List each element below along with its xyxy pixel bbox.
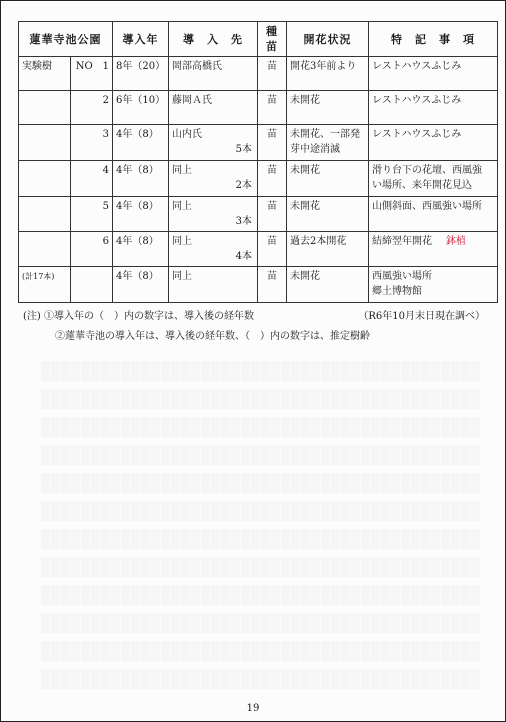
- row-bloom: [287, 125, 369, 161]
- table-row: [19, 57, 498, 91]
- row-remarks: [369, 57, 498, 91]
- remarks-line1: レストハウスふじみ: [372, 61, 462, 72]
- source-name: 藤岡Ａ氏: [172, 95, 212, 106]
- bloom-line1: 未開花: [290, 95, 320, 106]
- row-label: [19, 232, 71, 267]
- row-label: [19, 125, 71, 161]
- row-seedling: 苗: [258, 267, 287, 303]
- row-seedling: 苗: [258, 57, 287, 91]
- source-count: 2本: [235, 180, 252, 191]
- row-year: 8年（20）: [113, 57, 169, 91]
- bloom-line1: 未開花: [290, 165, 320, 176]
- remarks-line1: レストハウスふじみ: [372, 129, 462, 140]
- bloom-line1: 未開花、一部発: [290, 129, 360, 140]
- row-label: [19, 161, 71, 197]
- row-number: [71, 267, 113, 303]
- row-remarks: [369, 125, 498, 161]
- row-seedling: 苗: [258, 161, 287, 197]
- table-row: [19, 197, 498, 232]
- remarks-line1: 西風強い場所: [372, 271, 432, 282]
- row-source: [169, 197, 258, 232]
- row-number: 4: [71, 161, 113, 197]
- row-label: [19, 91, 71, 125]
- row-year: 4年（8）: [113, 267, 169, 303]
- note-2: ②蓮華寺池の導入年は、導入後の経年数、（ ）内の数字は、推定樹齢: [55, 331, 370, 342]
- row-source: [169, 125, 258, 161]
- row-source: [169, 161, 258, 197]
- remarks-line1: 結締翌年開花: [372, 236, 432, 247]
- row-bloom: [287, 91, 369, 125]
- bleed-through-text: [41, 361, 481, 697]
- remarks-line2: 郷土博物館: [372, 286, 422, 297]
- table-row: [19, 91, 498, 125]
- source-count: 4本: [235, 251, 252, 262]
- header-bloom-status: 開花状況: [287, 22, 369, 57]
- row-bloom: [287, 161, 369, 197]
- row-remarks: [369, 197, 498, 232]
- row-year: 4年（8）: [113, 197, 169, 232]
- row-remarks: [369, 267, 498, 303]
- bloom-line2: 芽中途消滅: [290, 144, 340, 155]
- remarks-line1: 山側斜面、西風強い場所: [372, 201, 482, 212]
- row-seedling: 苗: [258, 91, 287, 125]
- potted-flag: 鉢植: [446, 236, 466, 247]
- table-row: [19, 232, 498, 267]
- bloom-line1: 未開花: [290, 201, 320, 212]
- row-number: 5: [71, 197, 113, 232]
- table-header-row: [19, 22, 498, 57]
- source-name: 同上: [172, 165, 192, 176]
- row-year: 4年（8）: [113, 125, 169, 161]
- remarks-line1: レストハウスふじみ: [372, 95, 462, 106]
- row-remarks: [369, 232, 498, 267]
- row-seedling: 苗: [258, 125, 287, 161]
- table-row: [19, 161, 498, 197]
- row-source: [169, 91, 258, 125]
- row-remarks: [369, 161, 498, 197]
- source-name: 同上: [172, 271, 192, 282]
- source-name: 山内氏: [172, 129, 202, 140]
- bloom-line1: 未開花: [290, 271, 320, 282]
- row-seedling: 苗: [258, 197, 287, 232]
- planting-record-table: [18, 21, 498, 303]
- row-bloom: [287, 197, 369, 232]
- header-seedling: 種苗: [258, 22, 287, 57]
- header-year: 導入年: [113, 22, 169, 57]
- table-row: [19, 267, 498, 303]
- source-name: 同上: [172, 236, 192, 247]
- remarks-line1: 滑り台下の花壇、西風強: [372, 165, 482, 176]
- bloom-line1: 過去2本開花: [290, 236, 347, 247]
- row-bloom: [287, 57, 369, 91]
- bloom-line1: 開花3年前より: [290, 61, 357, 72]
- row-year: 4年（8）: [113, 232, 169, 267]
- row-source: [169, 267, 258, 303]
- page-number: 19: [246, 703, 260, 714]
- source-name: 同上: [172, 201, 192, 212]
- remarks-line2: い場所、来年開花見込: [372, 180, 472, 191]
- row-source: [169, 232, 258, 267]
- row-source: [169, 57, 258, 91]
- survey-date-note: （R6年10月末日現在調べ）: [358, 311, 485, 322]
- source-name: 岡部高橋氏: [172, 61, 222, 72]
- row-year: 4年（8）: [113, 161, 169, 197]
- row-bloom: [287, 267, 369, 303]
- row-remarks: [369, 91, 498, 125]
- row-number: NO 1: [71, 57, 113, 91]
- source-count: 5本: [235, 144, 252, 155]
- row-number: 2: [71, 91, 113, 125]
- row-bloom: [287, 232, 369, 267]
- row-label: (計17本): [19, 267, 71, 303]
- row-year: 6年（10）: [113, 91, 169, 125]
- row-number: 6: [71, 232, 113, 267]
- row-label: 実験樹: [19, 57, 71, 91]
- header-source: 導 入 先: [169, 22, 258, 57]
- header-park: 蓮華寺池公園: [19, 22, 113, 57]
- row-number: 3: [71, 125, 113, 161]
- row-label: [19, 197, 71, 232]
- note-1: (注) ①導入年の（ ）内の数字は、導入後の経年数: [23, 311, 254, 322]
- table-row: [19, 125, 498, 161]
- table-notes: [23, 307, 493, 347]
- source-count: 3本: [235, 216, 252, 227]
- row-seedling: 苗: [258, 232, 287, 267]
- header-remarks: 特 記 事 項: [369, 22, 498, 57]
